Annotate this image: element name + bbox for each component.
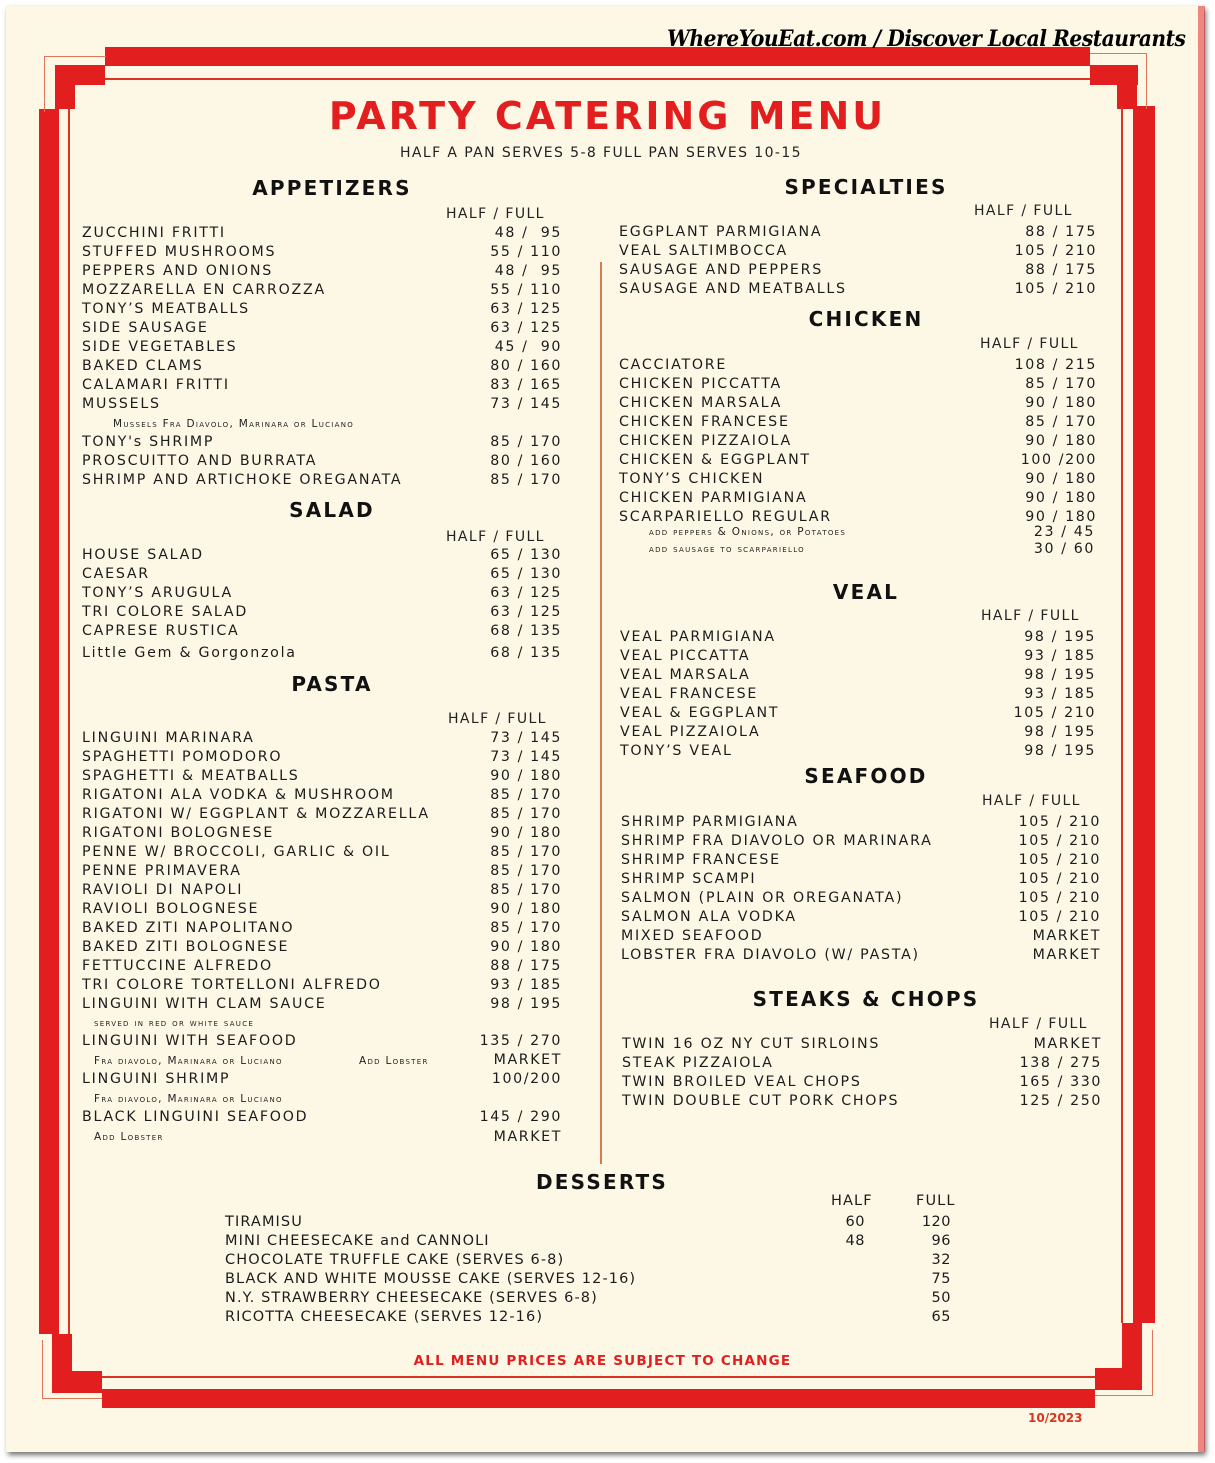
item-price: 125 / 250 xyxy=(1019,1093,1102,1109)
dessert-name: N.Y. STRAWBERRY CHEESECAKE (SERVES 6-8) xyxy=(225,1290,598,1306)
item-price: 105 / 210 xyxy=(1018,871,1101,887)
item-price: 90 / 180 xyxy=(1025,509,1097,525)
item-price: 65 / 130 xyxy=(490,566,562,582)
item-name: SALMON (PLAIN OR OREGANATA) xyxy=(621,890,904,906)
item-price: 68 / 135 xyxy=(490,645,562,661)
item-price: 105 / 210 xyxy=(1018,833,1101,849)
item-price: 165 / 330 xyxy=(1019,1074,1102,1090)
item-price: 90 / 180 xyxy=(490,901,562,917)
item-price: 88 / 175 xyxy=(1025,262,1097,278)
dessert-name: CHOCOLATE TRUFFLE CAKE (SERVES 6-8) xyxy=(225,1252,565,1268)
item-name: TONY’S MEATBALLS xyxy=(82,301,250,317)
item-price: 90 / 180 xyxy=(490,825,562,841)
dessert-full-price: 50 xyxy=(931,1290,951,1306)
item-name: TONY’S CHICKEN xyxy=(619,471,765,487)
item-price: 105 / 210 xyxy=(1018,814,1101,830)
item-price: 55 / 110 xyxy=(490,282,562,298)
item-name: TWIN BROILED VEAL CHOPS xyxy=(622,1074,862,1090)
addon-name: add peppers & Onions, or Potatoes xyxy=(649,526,847,538)
section-title: APPETIZERS xyxy=(252,176,412,200)
item-name: TONY's SHRIMP xyxy=(82,434,215,450)
page-edge xyxy=(1198,6,1205,1452)
item-name: CAPRESE RUSTICA xyxy=(82,623,240,639)
item-name: PENNE PRIMAVERA xyxy=(82,863,242,879)
item-price: 80 / 160 xyxy=(490,358,562,374)
item-price: 85 / 170 xyxy=(1025,414,1097,430)
item-price: 98 / 195 xyxy=(1024,743,1096,759)
item-note: Fra diavolo, Marinara or Luciano xyxy=(94,1093,283,1105)
item-name: RAVIOLI DI NAPOLI xyxy=(82,882,244,898)
item-price: 105 / 210 xyxy=(1018,909,1101,925)
item-name: VEAL SALTIMBOCCA xyxy=(619,243,788,259)
item-name: CACCIATORE xyxy=(619,357,728,373)
column-divider xyxy=(600,262,602,1164)
item-price: 100 /200 xyxy=(1020,452,1097,468)
item-name: SHRIMP PARMIGIANA xyxy=(621,814,799,830)
item-name: CHICKEN & EGGPLANT xyxy=(619,452,811,468)
item-price: 90 / 180 xyxy=(1025,471,1097,487)
item-price: 73 / 145 xyxy=(490,730,562,746)
item-price: 93 / 185 xyxy=(490,977,562,993)
item-name: VEAL PICCATTA xyxy=(620,648,751,664)
item-name: MIXED SEAFOOD xyxy=(621,928,764,944)
item-price: 93 / 185 xyxy=(1024,686,1096,702)
item-note: Mussels Fra Diavolo, Marinara or Luciano xyxy=(113,418,355,430)
item-price: MARKET xyxy=(1033,1036,1102,1052)
item-price: 98 / 195 xyxy=(1024,667,1096,683)
half-full-header: HALF / FULL xyxy=(980,336,1079,352)
item-name: BAKED CLAMS xyxy=(82,358,204,374)
item-name: CHICKEN PICCATTA xyxy=(619,376,782,392)
item-price: MARKET xyxy=(1032,947,1101,963)
half-full-header: HALF / FULL xyxy=(974,203,1073,219)
section-title: SEAFOOD xyxy=(804,764,928,788)
item-price: 98 / 195 xyxy=(1024,724,1096,740)
item-price: 80 / 160 xyxy=(490,453,562,469)
item-name: SAUSAGE AND MEATBALLS xyxy=(619,281,847,297)
item-price: 63 / 125 xyxy=(490,604,562,620)
item-name: BAKED ZITI NAPOLITANO xyxy=(82,920,295,936)
addon-price: 30 / 60 xyxy=(1033,541,1095,557)
watermark: WhereYouEat.com / Discover Local Restaurants xyxy=(666,26,1185,52)
item-name: EGGPLANT PARMIGIANA xyxy=(619,224,823,240)
dessert-name: MINI CHEESECAKE and CANNOLI xyxy=(225,1233,490,1249)
item-name: MUSSELS xyxy=(82,396,161,412)
item-price: 63 / 125 xyxy=(490,585,562,601)
item-price: 48 / 95 xyxy=(494,225,562,241)
dessert-full-price: 96 xyxy=(931,1233,951,1249)
item-name: CHICKEN MARSALA xyxy=(619,395,783,411)
item-name: CHICKEN PARMIGIANA xyxy=(619,490,808,506)
item-name: RAVIOLI BOLOGNESE xyxy=(82,901,260,917)
item-price: 105 / 210 xyxy=(1013,705,1096,721)
item-price: 85 / 170 xyxy=(490,434,562,450)
item-price: 88 / 175 xyxy=(490,958,562,974)
item-name: STEAK PIZZAIOLA xyxy=(622,1055,774,1071)
addon-name: add sausage to scarpariello xyxy=(649,543,805,555)
item-price: 93 / 185 xyxy=(1024,648,1096,664)
item-name: LINGUINI WITH CLAM SAUCE xyxy=(82,996,327,1012)
item-price: MARKET xyxy=(493,1129,562,1145)
item-name: BLACK LINGUINI SEAFOOD xyxy=(82,1109,309,1125)
item-price: 85 / 170 xyxy=(490,863,562,879)
item-name: SIDE VEGETABLES xyxy=(82,339,238,355)
item-price: 100/200 xyxy=(491,1071,562,1087)
item-price: 48 / 95 xyxy=(494,263,562,279)
item-note: Fra diavolo, Marinara or Luciano xyxy=(94,1055,283,1067)
item-name: SAUSAGE AND PEPPERS xyxy=(619,262,824,278)
section-title: PASTA xyxy=(291,672,373,696)
item-name: TRI COLORE SALAD xyxy=(82,604,249,620)
item-name: ZUCCHINI FRITTI xyxy=(82,225,226,241)
item-name: SHRIMP SCAMPI xyxy=(621,871,757,887)
half-header: HALF xyxy=(831,1193,873,1209)
item-price: 88 / 175 xyxy=(1025,224,1097,240)
addon-price: 23 / 45 xyxy=(1033,524,1095,540)
item-name: LOBSTER FRA DIAVOLO (W/ PASTA) xyxy=(621,947,920,963)
dessert-half-price: 60 xyxy=(845,1214,865,1230)
item-price: 108 / 215 xyxy=(1014,357,1097,373)
item-price: 85 / 170 xyxy=(490,472,562,488)
item-name: SPAGHETTI & MEATBALLS xyxy=(82,768,300,784)
item-price: 105 / 210 xyxy=(1014,281,1097,297)
item-price: 55 / 110 xyxy=(490,244,562,260)
item-price: 85 / 170 xyxy=(490,787,562,803)
item-note: Add Lobster xyxy=(359,1055,429,1067)
section-title: SPECIALTIES xyxy=(784,175,948,199)
price-disclaimer: ALL MENU PRICES ARE SUBJECT TO CHANGE xyxy=(413,1353,792,1369)
item-name: LINGUINI MARINARA xyxy=(82,730,255,746)
half-full-header: HALF / FULL xyxy=(982,793,1081,809)
item-price: 138 / 275 xyxy=(1019,1055,1102,1071)
item-name: SALMON ALA VODKA xyxy=(621,909,797,925)
dessert-full-price: 120 xyxy=(921,1214,951,1230)
item-name: RIGATONI ALA VODKA & MUSHROOM xyxy=(82,787,395,803)
item-name: PROSCUITTO AND BURRATA xyxy=(82,453,318,469)
item-name: LINGUINI WITH SEAFOOD xyxy=(82,1033,298,1049)
item-price: 90 / 180 xyxy=(1025,395,1097,411)
item-name: SIDE SAUSAGE xyxy=(82,320,209,336)
half-full-header: HALF / FULL xyxy=(981,608,1080,624)
item-price: 105 / 210 xyxy=(1014,243,1097,259)
item-name: RIGATONI BOLOGNESE xyxy=(82,825,275,841)
item-name: SHRIMP FRANCESE xyxy=(621,852,781,868)
half-full-header: HALF / FULL xyxy=(446,529,545,545)
full-header: FULL xyxy=(916,1193,956,1209)
item-name: VEAL & EGGPLANT xyxy=(620,705,780,721)
section-title: VEAL xyxy=(832,580,900,604)
item-price: 85 / 170 xyxy=(490,844,562,860)
item-name: PENNE W/ BROCCOLI, GARLIC & OIL xyxy=(82,844,391,860)
item-name: SHRIMP AND ARTICHOKE OREGANATA xyxy=(82,472,403,488)
item-price: 73 / 145 xyxy=(490,396,562,412)
half-full-header: HALF / FULL xyxy=(989,1016,1088,1032)
item-name: VEAL PARMIGIANA xyxy=(620,629,776,645)
item-price: MARKET xyxy=(493,1052,562,1068)
item-name: TWIN 16 OZ NY CUT SIRLOINS xyxy=(622,1036,881,1052)
item-price: 135 / 270 xyxy=(479,1033,562,1049)
dessert-name: TIRAMISU xyxy=(225,1214,303,1230)
menu-date: 10/2023 xyxy=(1028,1411,1083,1425)
item-name: TONY’S ARUGULA xyxy=(82,585,233,601)
item-name: PEPPERS AND ONIONS xyxy=(82,263,273,279)
section-title: SALAD xyxy=(289,498,375,522)
item-name: SCARPARIELLO REGULAR xyxy=(619,509,832,525)
item-price: 85 / 170 xyxy=(1025,376,1097,392)
item-price: 83 / 165 xyxy=(490,377,562,393)
item-name: CALAMARI FRITTI xyxy=(82,377,230,393)
item-price: 90 / 180 xyxy=(1025,490,1097,506)
item-name: TRI COLORE TORTELLONI ALFREDO xyxy=(82,977,382,993)
item-price: 98 / 195 xyxy=(1024,629,1096,645)
item-name: FETTUCCINE ALFREDO xyxy=(82,958,273,974)
item-price: 105 / 210 xyxy=(1018,852,1101,868)
item-price: 45 / 90 xyxy=(494,339,562,355)
item-name: CAESAR xyxy=(82,566,150,582)
item-price: 145 / 290 xyxy=(479,1109,562,1125)
dessert-full-price: 65 xyxy=(931,1309,951,1325)
item-name: SHRIMP FRA DIAVOLO OR MARINARA xyxy=(621,833,933,849)
half-full-header: HALF / FULL xyxy=(448,711,547,727)
item-name: VEAL MARSALA xyxy=(620,667,751,683)
item-name: STUFFED MUSHROOMS xyxy=(82,244,277,260)
item-name: SPAGHETTI POMODORO xyxy=(82,749,283,765)
item-price: 98 / 195 xyxy=(490,996,562,1012)
item-price: 85 / 170 xyxy=(490,806,562,822)
item-price: 65 / 130 xyxy=(490,547,562,563)
dessert-full-price: 32 xyxy=(931,1252,951,1268)
item-name: HOUSE SALAD xyxy=(82,547,204,563)
item-name: VEAL PIZZAIOLA xyxy=(620,724,761,740)
item-price: 63 / 125 xyxy=(490,301,562,317)
item-name: Little Gem & Gorgonzola xyxy=(82,645,297,661)
section-title: DESSERTS xyxy=(536,1170,668,1194)
dessert-name: RICOTTA CHEESECAKE (SERVES 12-16) xyxy=(225,1309,544,1325)
item-price: MARKET xyxy=(1032,928,1101,944)
section-title: STEAKS & CHOPS xyxy=(752,987,980,1011)
half-full-header: HALF / FULL xyxy=(446,206,545,222)
item-note: served in red or white sauce xyxy=(94,1017,255,1029)
item-name: LINGUINI SHRIMP xyxy=(82,1071,231,1087)
item-name: BAKED ZITI BOLOGNESE xyxy=(82,939,290,955)
item-price: 90 / 180 xyxy=(490,939,562,955)
dessert-full-price: 75 xyxy=(931,1271,951,1287)
item-name: RIGATONI W/ EGGPLANT & MOZZARELLA xyxy=(82,806,430,822)
page-title: PARTY CATERING MENU xyxy=(328,94,887,138)
item-price: 90 / 180 xyxy=(1025,433,1097,449)
item-name: TONY’S VEAL xyxy=(620,743,733,759)
dessert-half-price: 48 xyxy=(845,1233,865,1249)
item-price: 105 / 210 xyxy=(1018,890,1101,906)
item-price: 85 / 170 xyxy=(490,920,562,936)
item-name: TWIN DOUBLE CUT PORK CHOPS xyxy=(622,1093,900,1109)
item-price: 85 / 170 xyxy=(490,882,562,898)
item-name: CHICKEN PIZZAIOLA xyxy=(619,433,792,449)
dessert-name: BLACK AND WHITE MOUSSE CAKE (SERVES 12-16) xyxy=(225,1271,637,1287)
item-price: 90 / 180 xyxy=(490,768,562,784)
item-name: CHICKEN FRANCESE xyxy=(619,414,790,430)
serving-info: HALF A PAN SERVES 5-8 FULL PAN SERVES 10-15 xyxy=(400,145,802,161)
item-name: MOZZARELLA EN CARROZZA xyxy=(82,282,326,298)
item-note: Add Lobster xyxy=(94,1131,164,1143)
item-price: 63 / 125 xyxy=(490,320,562,336)
section-title: CHICKEN xyxy=(808,307,924,331)
item-price: 73 / 145 xyxy=(490,749,562,765)
item-name: VEAL FRANCESE xyxy=(620,686,759,702)
item-price: 68 / 135 xyxy=(490,623,562,639)
